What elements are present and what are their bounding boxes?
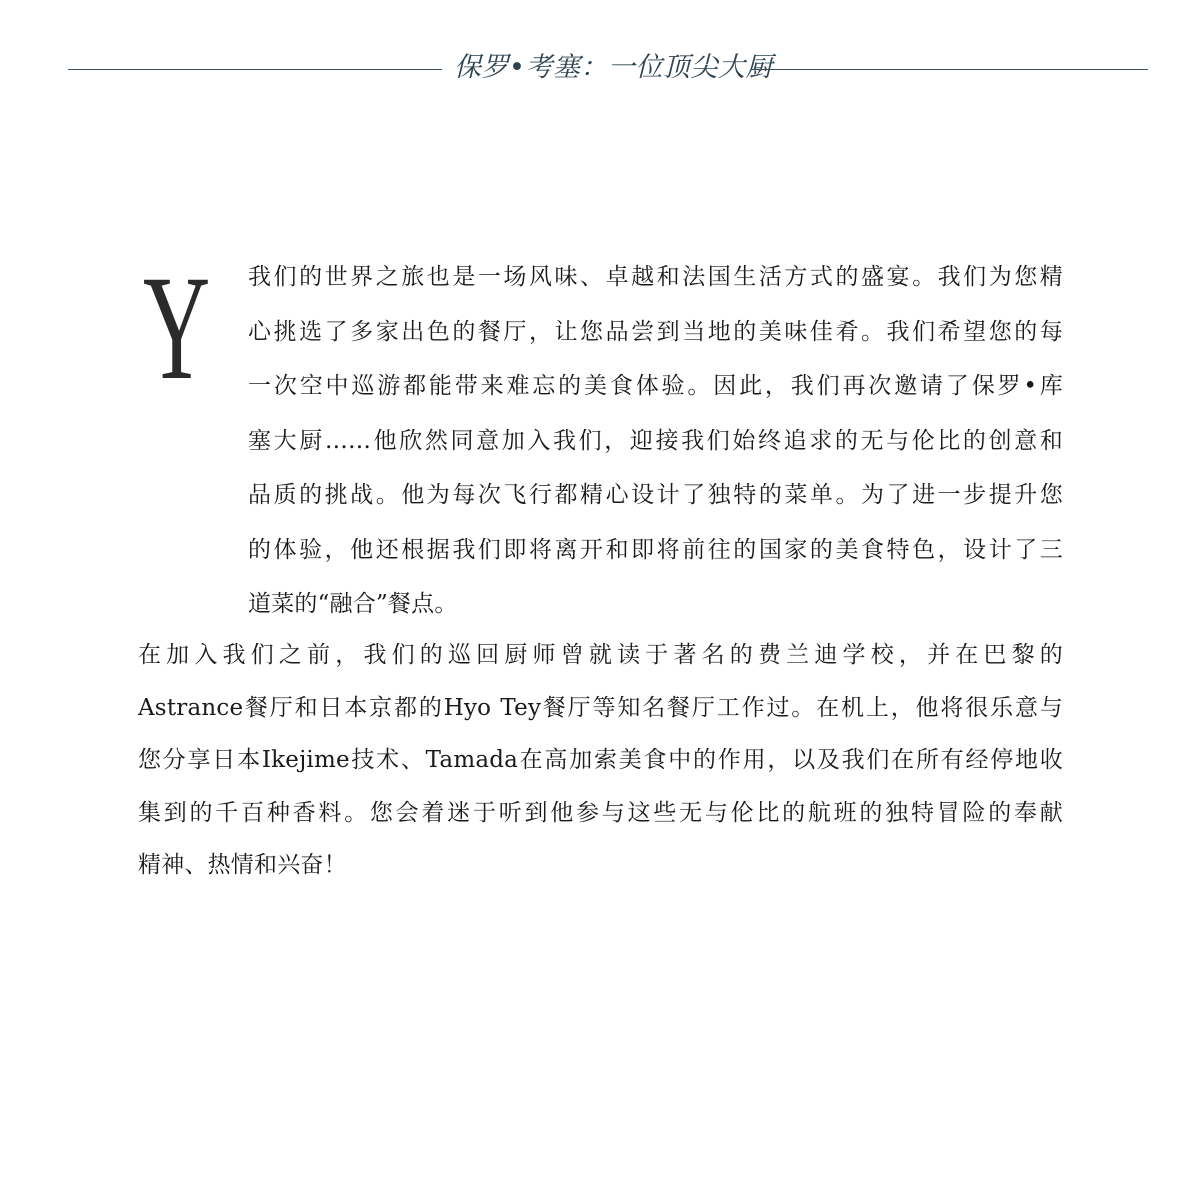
paragraph-line: 我们的世界之旅也是一场风味、卓越和法国生活方式的盛宴。我们为您精 [248,264,1063,290]
paragraph-line: 精神、热情和兴奋！ [138,852,347,878]
intro-paragraph [248,250,1063,632]
header-title: 保罗•考塞：一位顶尖大厨 [454,52,773,83]
chef-background-paragraph [138,629,1063,892]
header-rule-right [751,69,1148,70]
paragraph-line: 在加入我们之前，我们的巡回厨师曾就读于著名的费兰迪学校，并在巴黎的 [138,642,1063,668]
drop-cap: Y [143,245,211,411]
paragraph-line: 集到的千百种香料。您会着迷于听到他参与这些无与伦比的航班的独特冒险的奉献 [138,799,1063,826]
header-rule-left [68,69,442,70]
page-header [68,48,1148,92]
paragraph-line: Astrance餐厅和日本京都的Hyo Tey餐厅等知名餐厅工作过。在机上，他将很乐意与 [138,694,1063,721]
paragraph-line: 道菜的“融合”餐点。 [248,591,458,617]
paragraph-line: 您分享日本Ikejime技术、Tamada在高加索美食中的作用，以及我们在所有经停地收 [138,747,1063,773]
paragraph-line: 塞大厨……他欣然同意加入我们，迎接我们始终追求的无与伦比的创意和 [248,427,1063,454]
paragraph-line: 心挑选了多家出色的餐厅，让您品尝到当地的美味佳肴。我们希望您的每 [248,318,1063,345]
paragraph-line: 的体验，他还根据我们即将离开和即将前往的国家的美食特色，设计了三 [248,536,1063,563]
paragraph-line: 品质的挑战。他为每次飞行都精心设计了独特的菜单。为了进一步提升您 [248,482,1063,508]
paragraph-line: 一次空中巡游都能带来难忘的美食体验。因此，我们再次邀请了保罗•库 [248,373,1063,399]
